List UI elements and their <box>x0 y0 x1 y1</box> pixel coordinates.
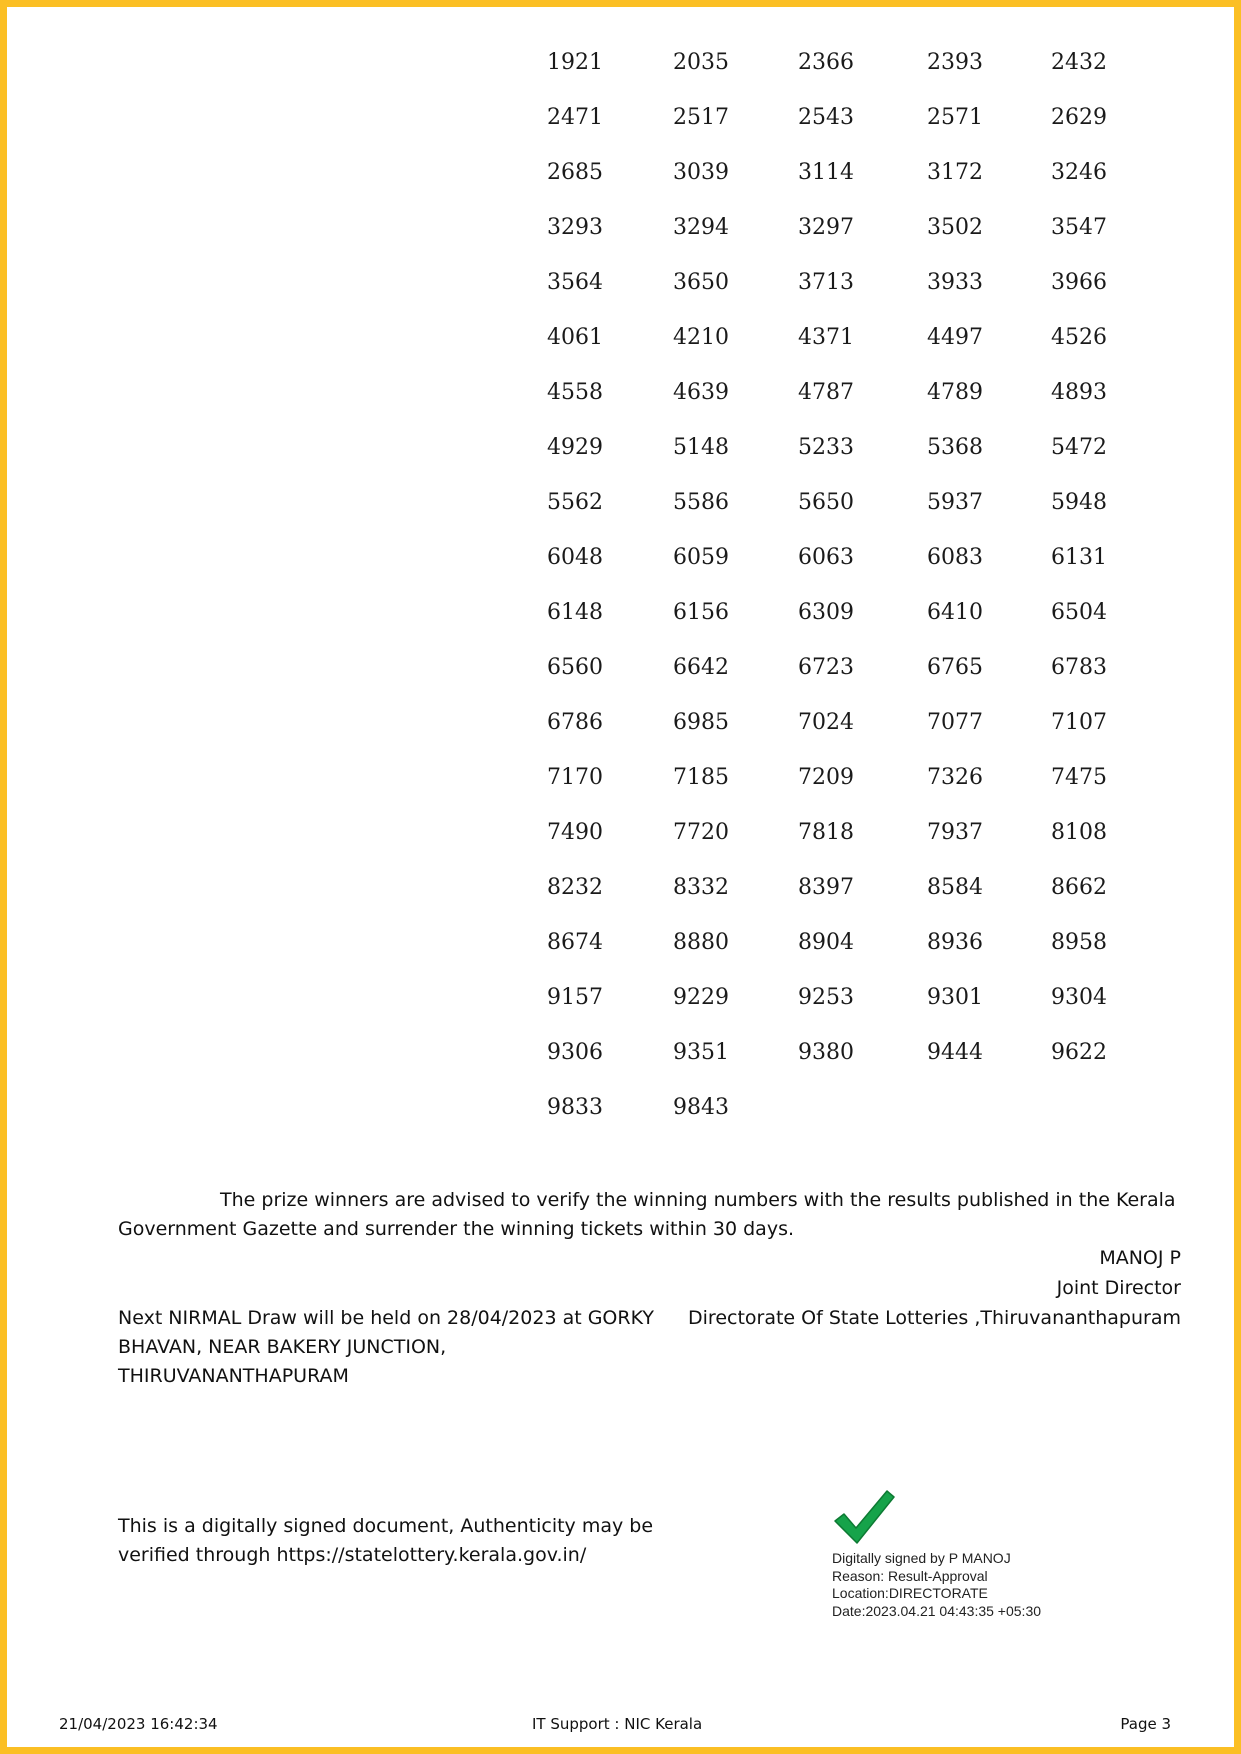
winning-number: 9444 <box>927 1040 983 1065</box>
winning-number: 9304 <box>1051 985 1107 1010</box>
winning-number: 4371 <box>798 325 854 350</box>
winning-number: 8880 <box>673 930 729 955</box>
winning-number: 6131 <box>1051 545 1107 570</box>
winning-number: 4526 <box>1051 325 1107 350</box>
winning-number: 8662 <box>1051 875 1107 900</box>
winning-number: 5472 <box>1051 435 1107 460</box>
digital-signature-note: This is a digitally signed document, Authenticity may be verified through https://statelottery.kerala.gov.in/ <box>118 1515 654 1566</box>
signer-office: Directorate Of State Lotteries ,Thiruvananthapuram <box>688 1307 1181 1329</box>
winning-number: 3713 <box>798 270 854 295</box>
winning-number: 9301 <box>927 985 983 1010</box>
winning-number: 4061 <box>547 325 603 350</box>
winning-number: 4210 <box>673 325 729 350</box>
winning-number: 3172 <box>927 160 983 185</box>
winning-number: 9622 <box>1051 1040 1107 1065</box>
winning-number: 6059 <box>673 545 729 570</box>
winning-number: 6410 <box>927 600 983 625</box>
winning-number: 3547 <box>1051 215 1107 240</box>
winning-number: 9833 <box>547 1095 603 1120</box>
winning-number: 9229 <box>673 985 729 1010</box>
winning-number: 4639 <box>673 380 729 405</box>
winning-number: 9157 <box>547 985 603 1010</box>
winning-number: 3650 <box>673 270 729 295</box>
winning-number: 6985 <box>673 710 729 735</box>
winning-number: 6309 <box>798 600 854 625</box>
digital-signature-block <box>832 1488 1132 1620</box>
winning-number: 9253 <box>798 985 854 1010</box>
winning-number: 6083 <box>927 545 983 570</box>
notice-text: The prize winners are advised to verify the winning numbers with the results published in the Kerala Government Gazette and surrender the winning tickets within 30 days. <box>118 1189 1176 1240</box>
winning-number: 3293 <box>547 215 603 240</box>
winning-number: 5937 <box>927 490 983 515</box>
winning-number: 8904 <box>798 930 854 955</box>
winning-number: 2543 <box>798 105 854 130</box>
winning-number: 9306 <box>547 1040 603 1065</box>
winning-number: 8674 <box>547 930 603 955</box>
signature-line: Location:DIRECTORATE <box>832 1585 988 1601</box>
winning-number: 6063 <box>798 545 854 570</box>
footer-page-number: Page 3 <box>1120 1715 1171 1733</box>
winning-number: 3933 <box>927 270 983 295</box>
winning-number: 7475 <box>1051 765 1107 790</box>
winning-number: 7937 <box>927 820 983 845</box>
winning-number: 8232 <box>547 875 603 900</box>
winning-number: 2571 <box>927 105 983 130</box>
winning-number: 9351 <box>673 1040 729 1065</box>
winning-number: 5586 <box>673 490 729 515</box>
winning-number: 2035 <box>673 50 729 75</box>
winning-number: 3039 <box>673 160 729 185</box>
winning-number: 8108 <box>1051 820 1107 845</box>
winning-number: 6048 <box>547 545 603 570</box>
winning-number: 2685 <box>547 160 603 185</box>
winning-number: 5948 <box>1051 490 1107 515</box>
winning-number: 3502 <box>927 215 983 240</box>
winning-number: 4787 <box>798 380 854 405</box>
signer-title: Joint Director <box>1056 1277 1181 1299</box>
winning-number: 2432 <box>1051 50 1107 75</box>
winning-number: 7818 <box>798 820 854 845</box>
winning-number: 7720 <box>673 820 729 845</box>
winning-number: 5562 <box>547 490 603 515</box>
winning-number: 6560 <box>547 655 603 680</box>
winning-number: 8332 <box>673 875 729 900</box>
winning-number: 3966 <box>1051 270 1107 295</box>
winning-number: 6156 <box>673 600 729 625</box>
winning-number: 9380 <box>798 1040 854 1065</box>
signer-name: MANOJ P <box>1099 1247 1181 1269</box>
signature-details <box>832 1550 1132 1620</box>
winning-number: 1921 <box>547 50 603 75</box>
winning-number: 8584 <box>927 875 983 900</box>
winning-number: 5233 <box>798 435 854 460</box>
winning-number: 7490 <box>547 820 603 845</box>
winning-number: 7170 <box>547 765 603 790</box>
winning-number: 8397 <box>798 875 854 900</box>
winning-number: 8958 <box>1051 930 1107 955</box>
footer-support: IT Support : NIC Kerala <box>532 1715 703 1733</box>
winning-number: 3564 <box>547 270 603 295</box>
winning-number: 5650 <box>798 490 854 515</box>
winning-number: 7077 <box>927 710 983 735</box>
winning-number: 7185 <box>673 765 729 790</box>
winning-number: 9843 <box>673 1095 729 1120</box>
winning-number: 6504 <box>1051 600 1107 625</box>
signature-line: Date:2023.04.21 04:43:35 +05:30 <box>832 1602 1042 1619</box>
winning-number: 2629 <box>1051 105 1107 130</box>
winning-number: 3114 <box>798 160 854 185</box>
winning-number: 5368 <box>927 435 983 460</box>
winning-number: 4929 <box>547 435 603 460</box>
winning-number: 6765 <box>927 655 983 680</box>
winning-numbers-grid <box>547 44 1121 1144</box>
winning-number: 6148 <box>547 600 603 625</box>
winning-number: 7326 <box>927 765 983 790</box>
winning-number: 4497 <box>927 325 983 350</box>
winning-number: 7107 <box>1051 710 1107 735</box>
winning-number: 2517 <box>673 105 729 130</box>
signature-line: Reason: Result-Approval <box>832 1567 988 1584</box>
winning-number: 4893 <box>1051 380 1107 405</box>
next-draw-info: Next NIRMAL Draw will be held on 28/04/2023 at GORKY BHAVAN, NEAR BAKERY JUNCTION, THIRUVANANTHAPURAM <box>118 1307 654 1387</box>
winning-number: 7024 <box>798 710 854 735</box>
notice-paragraph <box>118 1186 1178 1244</box>
winning-number: 3246 <box>1051 160 1107 185</box>
winning-number: 6783 <box>1051 655 1107 680</box>
winning-number: 2366 <box>798 50 854 75</box>
winning-number: 3294 <box>673 215 729 240</box>
signature-line: Digitally signed by P MANOJ <box>832 1550 1011 1566</box>
winning-number: 5148 <box>673 435 729 460</box>
footer-timestamp: 21/04/2023 16:42:34 <box>59 1715 218 1733</box>
check-icon <box>832 1488 896 1546</box>
winning-number: 4558 <box>547 380 603 405</box>
winning-number: 4789 <box>927 380 983 405</box>
winning-number: 6786 <box>547 710 603 735</box>
winning-number: 6642 <box>673 655 729 680</box>
winning-number: 6723 <box>798 655 854 680</box>
winning-number: 2471 <box>547 105 603 130</box>
winning-number: 7209 <box>798 765 854 790</box>
winning-number: 8936 <box>927 930 983 955</box>
winning-number: 2393 <box>927 50 983 75</box>
winning-number: 3297 <box>798 215 854 240</box>
